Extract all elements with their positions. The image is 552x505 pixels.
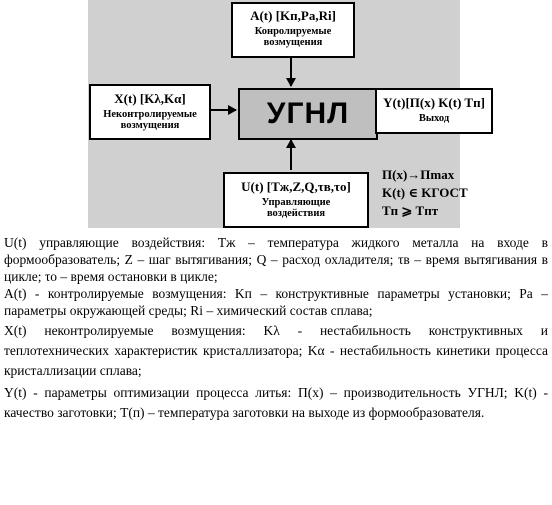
left-box-head: X(t) [Kλ,Kα] <box>114 91 186 106</box>
top-box-line1: Конролируемые <box>254 26 332 37</box>
bottom-box-head: U(t) [Tж,Z,Q,τв,τо] <box>241 179 351 194</box>
right-box-head: Y(t)[П(х) K(t) Tп] <box>383 95 485 110</box>
legend-text <box>4 234 548 423</box>
legend-controlled-disturbances: A(t) - контролируемые возмущения: Kп – конструктивные параметры установки; Pа – параметры окружающей среды; Ri – химический состав сплава; <box>4 286 548 318</box>
bottom-box-line2: воздействия <box>266 208 326 219</box>
control-actions-box <box>223 172 369 228</box>
core-label: УГНЛ <box>266 97 350 130</box>
process-diagram <box>0 0 552 230</box>
legend-optimization-params: Y(t) - параметры оптимизации процесса литья: П(х) – производительность УГНЛ; K(t) - качество заготовки; T(п) – температура заготовки на выходе из формообразователя. <box>4 385 548 420</box>
output-box <box>375 88 493 134</box>
legend-control-actions: U(t) управляющие воздействия: Tж – температура жидкого металла на входе в формообразователь; Z – шаг вытягивания; Q – расход охладителя; τв – время вытягивания в цикле; τо – время остановки в цикле; <box>4 235 548 284</box>
left-box-line2: возмущения <box>120 120 180 131</box>
top-box-line2: возмущения <box>263 37 323 48</box>
constraint-quality: K(t) ∈ KГОСТ <box>382 185 468 200</box>
legend-uncontrolled-disturbances: X(t) неконтролируемые возмущения: Kλ - нестабильность конструктивных и теплотехнических характеристик кристаллизатора; Kα - нестабильность кинетики процесса кристаллизации сплава; <box>4 323 548 378</box>
controlled-disturbances-box <box>231 2 355 58</box>
constraint-temperature: Tп ⩾ Tпт <box>382 203 439 218</box>
optimization-constraints <box>382 166 468 220</box>
left-box-line1: Неконтролируемые <box>103 109 197 120</box>
top-box-head: A(t) [Kп,Pа,Ri] <box>250 8 336 23</box>
ugnl-core-block <box>238 88 378 140</box>
constraint-productivity: П(х)→Пmax <box>382 167 455 182</box>
uncontrolled-disturbances-box <box>89 84 211 140</box>
bottom-box-line1: Управляющие <box>261 197 331 208</box>
right-box-line1: Выход <box>418 113 450 124</box>
